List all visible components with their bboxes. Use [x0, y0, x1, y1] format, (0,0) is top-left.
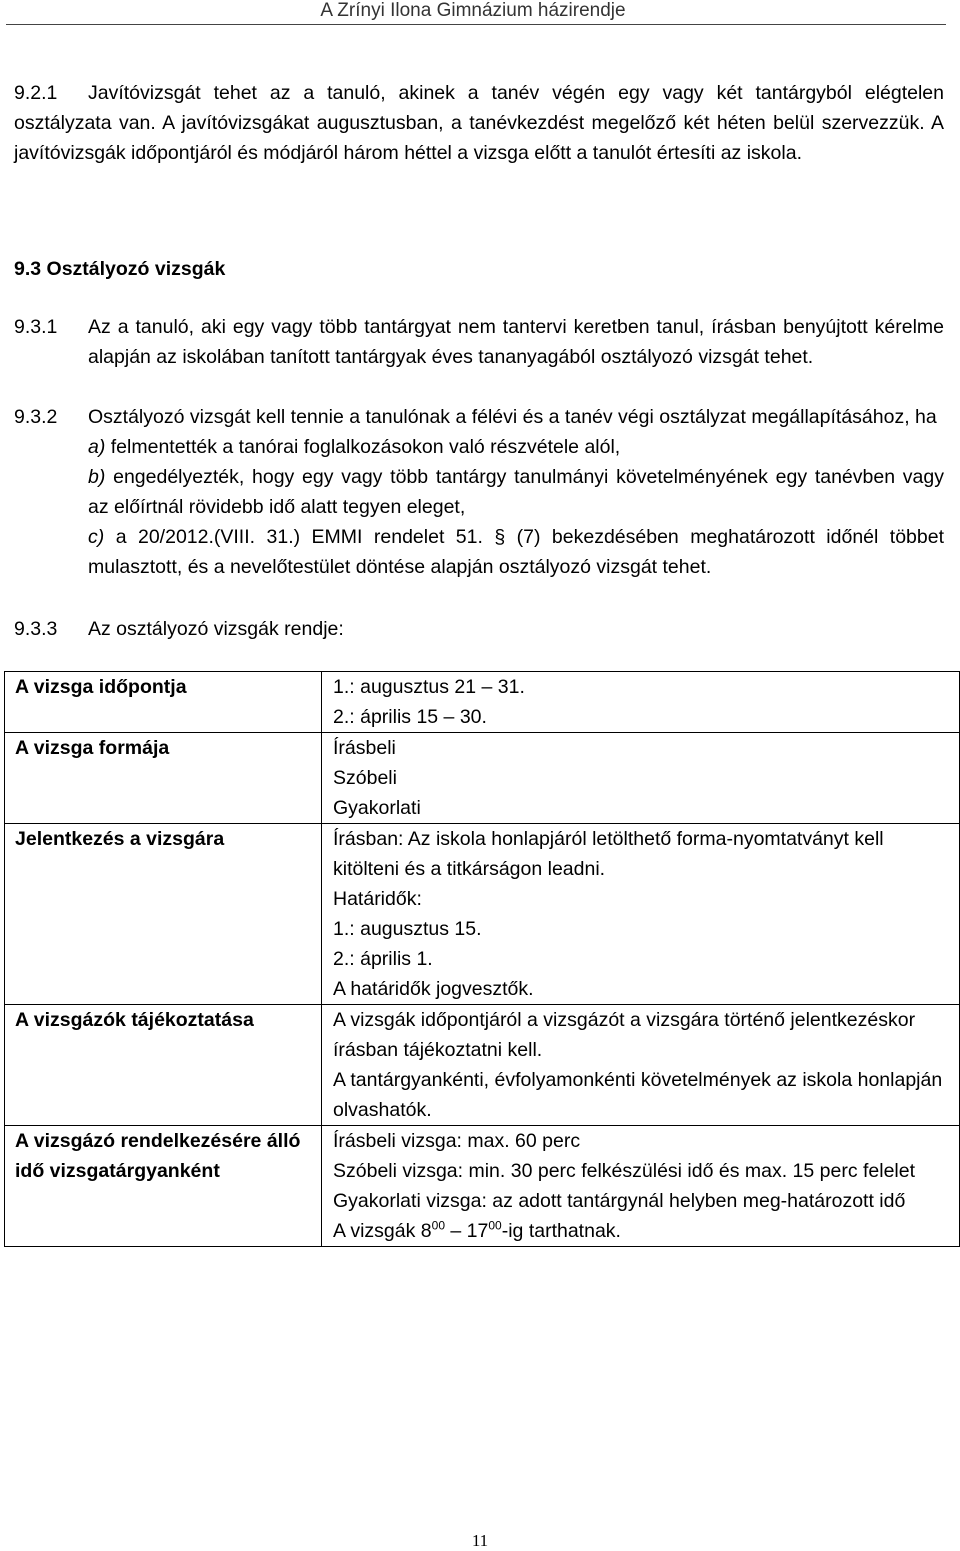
page-number: 11	[471, 1531, 489, 1550]
paragraph-number: 9.3.2	[14, 406, 58, 428]
section-heading: 9.3 Osztályozó vizsgák	[14, 258, 226, 280]
row-label: A vizsga formája	[5, 733, 322, 824]
value-line: Szóbeli	[333, 767, 397, 789]
value-line: 1.: augusztus 21 – 31.	[333, 676, 525, 698]
list-item-c	[88, 522, 944, 582]
list-item-text: a 20/2012.(VIII. 31.) EMMI rendelet 51. § (7) bekezdésében meghatározott időnél többet mulasztott, és a nevelőtestület döntése alapján osztályozó vizsgát tehet.	[88, 526, 944, 578]
row-value	[322, 824, 960, 1005]
value-line: Gyakorlati	[333, 797, 421, 819]
list-marker: b)	[88, 466, 106, 488]
paragraph-number: 9.3.1	[14, 316, 58, 338]
table-row	[5, 1005, 960, 1126]
value-line: A tantárgyankénti, évfolyamonkénti követelmények az iskola honlapján olvashatók.	[333, 1069, 943, 1121]
value-line: Írásbeli	[333, 737, 396, 759]
value-line: Szóbeli vizsga: min. 30 perc felkészülési idő és max. 15 perc felelet	[333, 1160, 916, 1182]
value-line: A határidők jogvesztők.	[333, 978, 534, 1000]
text-fragment: – 17	[445, 1220, 489, 1242]
header-divider	[6, 24, 946, 25]
paragraph-text: Az osztályozó vizsgák rendje:	[88, 618, 344, 640]
text-fragment: -ig tarthatnak.	[501, 1220, 621, 1242]
superscript: 00	[431, 1218, 445, 1233]
paragraph-9-2-1	[14, 78, 944, 168]
paragraph-9-3-1	[14, 312, 944, 372]
list-marker: c)	[88, 526, 105, 548]
row-value	[322, 1126, 960, 1247]
table-row	[5, 733, 960, 824]
text-fragment: A vizsgák 8	[333, 1220, 432, 1242]
paragraph-body	[88, 402, 944, 582]
paragraph-number: 9.2.1	[14, 82, 58, 104]
table-row	[5, 672, 960, 733]
value-line: 2.: április 1.	[333, 948, 433, 970]
value-line: Írásban: Az iskola honlapjáról letölthető forma-nyomtatványt kell kitölteni és a titkárságon leadni.	[333, 828, 884, 880]
list-item-a	[88, 432, 944, 462]
value-line: Határidők:	[333, 888, 422, 910]
value-line: Gyakorlati vizsga: az adott tantárgynál helyben meg-határozott idő	[333, 1190, 906, 1212]
paragraph-text: Javítóvizsgát tehet az a tanuló, akinek a tanév végén egy vagy két tantárgyból elégtelen osztályzata van. A javítóvizsgákat augusztusban, a tanévkezdést megelőző két héten belül szervezzük. A javítóvizsgák időpontjáról és módjáról három héttel a vizsga előtt a tanulót értesíti az iskola.	[14, 82, 944, 164]
row-value	[322, 733, 960, 824]
table-row	[5, 824, 960, 1005]
paragraph-9-3-3	[14, 614, 944, 644]
paragraph-9-3-2	[14, 402, 944, 582]
value-line: 2.: április 15 – 30.	[333, 706, 487, 728]
page-header-title: A Zrínyi Ilona Gimnázium házirendje	[320, 0, 626, 21]
row-value	[322, 672, 960, 733]
paragraph-text: Az a tanuló, aki egy vagy több tantárgyat nem tantervi keretben tanul, írásban benyújtott kérelme alapján az iskolában tanított tantárgyak éves tananyagából osztályozó vizsgát tehet.	[88, 316, 944, 368]
value-line: 1.: augusztus 15.	[333, 918, 482, 940]
exam-rules-table	[4, 671, 960, 1247]
superscript: 00	[488, 1218, 502, 1233]
value-line-with-times	[333, 1216, 953, 1246]
table-row	[5, 1126, 960, 1247]
list-item-b	[88, 462, 944, 522]
paragraph-intro: Osztályozó vizsgát kell tennie a tanulónak a félévi és a tanév végi osztályzat megállapításához, ha	[88, 406, 937, 428]
row-label: A vizsgázó rendelkezésére álló idő vizsgatárgyanként	[5, 1126, 322, 1247]
list-item-text: felmentették a tanórai foglalkozásokon való részvétele alól,	[110, 436, 621, 458]
row-label: A vizsgázók tájékoztatása	[5, 1005, 322, 1126]
value-line: A vizsgák időpontjáról a vizsgázót a vizsgára történő jelentkezéskor írásban tájékoztatni kell.	[333, 1009, 916, 1061]
row-label: Jelentkezés a vizsgára	[5, 824, 322, 1005]
row-value	[322, 1005, 960, 1126]
value-line: Írásbeli vizsga: max. 60 perc	[333, 1130, 581, 1152]
paragraph-number: 9.3.3	[14, 618, 58, 640]
list-marker: a)	[88, 436, 106, 458]
row-label: A vizsga időpontja	[5, 672, 322, 733]
list-item-text: engedélyezték, hogy egy vagy több tantárgy tanulmányi követelményének egy tanévben vagy az előírtnál rövidebb idő alatt tegyen eleget,	[88, 466, 944, 518]
